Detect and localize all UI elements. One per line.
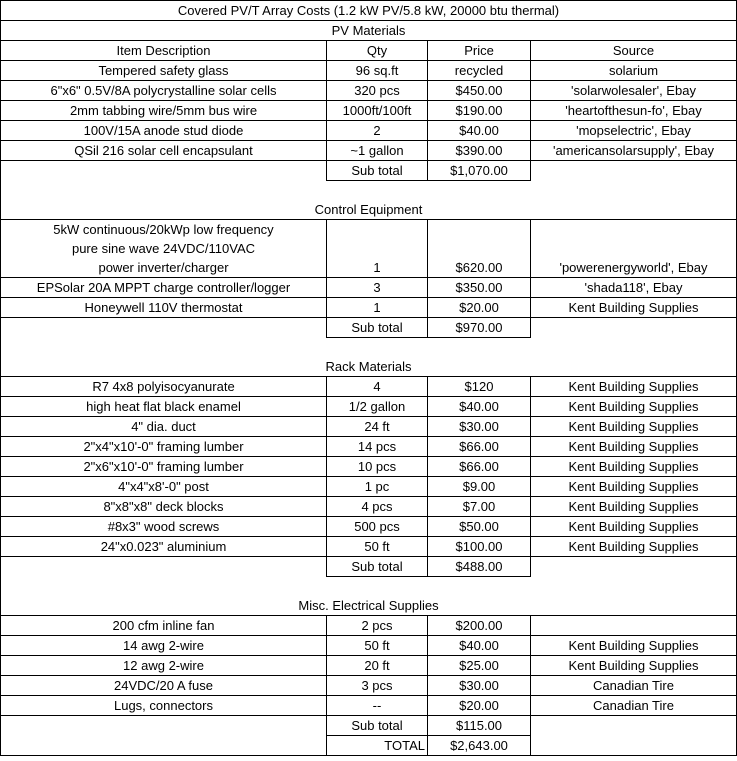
- qty-cell: 1000ft/100ft: [327, 101, 428, 121]
- pv-section-heading: PV Materials: [1, 21, 737, 41]
- table-row: [1, 636, 737, 656]
- qty-cell: 10 pcs: [327, 457, 428, 477]
- subtotal-value: $115.00: [428, 716, 531, 736]
- table-row: [1, 437, 737, 457]
- item-description-cell: 2"x6"x10'-0" framing lumber: [1, 457, 327, 477]
- source-cell: Kent Building Supplies: [531, 457, 737, 477]
- item-description-cell: high heat flat black enamel: [1, 397, 327, 417]
- qty-cell: 1: [327, 258, 428, 278]
- price-cell: $620.00: [428, 258, 531, 278]
- price-cell: $350.00: [428, 278, 531, 298]
- source-cell: Kent Building Supplies: [531, 437, 737, 457]
- item-description-cell: 2mm tabbing wire/5mm bus wire: [1, 101, 327, 121]
- misc-section-heading: Misc. Electrical Supplies: [1, 596, 737, 616]
- table-row: [1, 616, 737, 636]
- qty-cell: 1/2 gallon: [327, 397, 428, 417]
- qty-cell: --: [327, 696, 428, 716]
- subtotal-label: Sub total: [327, 318, 428, 338]
- total-value: $2,643.00: [428, 736, 531, 756]
- table-row: [1, 220, 737, 240]
- source-cell: Kent Building Supplies: [531, 497, 737, 517]
- spacer-cell: [1, 338, 737, 358]
- table-row: [1, 477, 737, 497]
- rack-heading-row: [1, 357, 737, 377]
- qty-cell: 96 sq.ft: [327, 61, 428, 81]
- table-row: [1, 81, 737, 101]
- price-cell: $40.00: [428, 636, 531, 656]
- source-cell: 'shada118', Ebay: [531, 278, 737, 298]
- table-row: [1, 656, 737, 676]
- price-cell: recycled: [428, 61, 531, 81]
- subtotal-label: Sub total: [327, 716, 428, 736]
- table-row: [1, 239, 737, 258]
- price-cell: $25.00: [428, 656, 531, 676]
- rack-subtotal-row: [1, 557, 737, 577]
- source-cell: 'mopselectric', Ebay: [531, 121, 737, 141]
- table-row: [1, 457, 737, 477]
- column-header-row: [1, 41, 737, 61]
- item-description-cell: power inverter/charger: [1, 258, 327, 278]
- table-row: [1, 298, 737, 318]
- table-row: [1, 517, 737, 537]
- table-row: [1, 696, 737, 716]
- price-cell: $450.00: [428, 81, 531, 101]
- header-source: Source: [531, 41, 737, 61]
- source-cell: Kent Building Supplies: [531, 477, 737, 497]
- item-description-cell: Tempered safety glass: [1, 61, 327, 81]
- source-cell: 'powerenergyworld', Ebay: [531, 258, 737, 278]
- item-description-cell: 200 cfm inline fan: [1, 616, 327, 636]
- item-description-cell: Lugs, connectors: [1, 696, 327, 716]
- table-row: [1, 377, 737, 397]
- spacer-row: [1, 181, 737, 201]
- total-label: TOTAL: [327, 736, 428, 756]
- table-title: Covered PV/T Array Costs (1.2 kW PV/5.8 kW, 20000 btu thermal): [1, 1, 737, 21]
- source-cell: solarium: [531, 61, 737, 81]
- source-cell: [531, 616, 737, 636]
- subtotal-value: $970.00: [428, 318, 531, 338]
- qty-cell: 50 ft: [327, 537, 428, 557]
- qty-cell: 50 ft: [327, 636, 428, 656]
- spacer-row: [1, 577, 737, 597]
- blank-cell: [1, 557, 327, 577]
- item-description-cell: EPSolar 20A MPPT charge controller/logger: [1, 278, 327, 298]
- source-cell: Canadian Tire: [531, 676, 737, 696]
- qty-cell: 1 pc: [327, 477, 428, 497]
- qty-cell: 320 pcs: [327, 81, 428, 101]
- title-row: [1, 1, 737, 21]
- table-row: [1, 278, 737, 298]
- qty-cell: 1: [327, 298, 428, 318]
- blank-cell: [531, 318, 737, 338]
- item-description-cell: 100V/15A anode stud diode: [1, 121, 327, 141]
- table-row: [1, 121, 737, 141]
- item-description-cell: 14 awg 2-wire: [1, 636, 327, 656]
- price-cell: $20.00: [428, 298, 531, 318]
- price-cell: $7.00: [428, 497, 531, 517]
- subtotal-value: $488.00: [428, 557, 531, 577]
- qty-cell: 2: [327, 121, 428, 141]
- source-cell: Kent Building Supplies: [531, 377, 737, 397]
- qty-cell: 3: [327, 278, 428, 298]
- price-cell: $190.00: [428, 101, 531, 121]
- source-cell: 'solarwolesaler', Ebay: [531, 81, 737, 101]
- blank-cell: [1, 318, 327, 338]
- pv-subtotal-row: [1, 161, 737, 181]
- qty-cell: 3 pcs: [327, 676, 428, 696]
- qty-cell: 24 ft: [327, 417, 428, 437]
- price-cell: $30.00: [428, 417, 531, 437]
- blank-cell: [1, 161, 327, 181]
- qty-cell: 500 pcs: [327, 517, 428, 537]
- header-price: Price: [428, 41, 531, 61]
- blank-cell: [531, 161, 737, 181]
- rack-section-heading: Rack Materials: [1, 357, 737, 377]
- price-cell: [428, 239, 531, 258]
- source-cell: Kent Building Supplies: [531, 397, 737, 417]
- price-cell: [428, 220, 531, 240]
- source-cell: Kent Building Supplies: [531, 417, 737, 437]
- qty-cell: 14 pcs: [327, 437, 428, 457]
- control-section-heading: Control Equipment: [1, 200, 737, 220]
- subtotal-value: $1,070.00: [428, 161, 531, 181]
- table-row: [1, 497, 737, 517]
- price-cell: $100.00: [428, 537, 531, 557]
- pv-heading-row: [1, 21, 737, 41]
- price-cell: $20.00: [428, 696, 531, 716]
- source-cell: Canadian Tire: [531, 696, 737, 716]
- price-cell: $120: [428, 377, 531, 397]
- table-row: [1, 397, 737, 417]
- blank-cell: [531, 736, 737, 756]
- blank-cell: [531, 716, 737, 736]
- qty-cell: 20 ft: [327, 656, 428, 676]
- source-cell: Kent Building Supplies: [531, 656, 737, 676]
- item-description-cell: 8"x8"x8" deck blocks: [1, 497, 327, 517]
- source-cell: [531, 220, 737, 240]
- subtotal-label: Sub total: [327, 557, 428, 577]
- item-description-cell: #8x3" wood screws: [1, 517, 327, 537]
- source-cell: Kent Building Supplies: [531, 537, 737, 557]
- source-cell: Kent Building Supplies: [531, 517, 737, 537]
- price-cell: $9.00: [428, 477, 531, 497]
- item-description-cell: 24"x0.023" aluminium: [1, 537, 327, 557]
- price-cell: $50.00: [428, 517, 531, 537]
- price-cell: $40.00: [428, 397, 531, 417]
- control-subtotal-row: [1, 318, 737, 338]
- spacer-cell: [1, 181, 737, 201]
- qty-cell: ~1 gallon: [327, 141, 428, 161]
- table-row: [1, 417, 737, 437]
- total-row: [1, 736, 737, 756]
- table-row: [1, 676, 737, 696]
- item-description-cell: QSil 216 solar cell encapsulant: [1, 141, 327, 161]
- item-description-cell: 4"x4"x8'-0" post: [1, 477, 327, 497]
- header-item: Item Description: [1, 41, 327, 61]
- table-row: [1, 537, 737, 557]
- item-description-cell: 5kW continuous/20kWp low frequency: [1, 220, 327, 240]
- price-cell: $390.00: [428, 141, 531, 161]
- subtotal-label: Sub total: [327, 161, 428, 181]
- control-heading-row: [1, 200, 737, 220]
- price-cell: $40.00: [428, 121, 531, 141]
- source-cell: 'heartofthesun-fo', Ebay: [531, 101, 737, 121]
- blank-cell: [1, 736, 327, 756]
- qty-cell: [327, 239, 428, 258]
- item-description-cell: 12 awg 2-wire: [1, 656, 327, 676]
- table-row: [1, 61, 737, 81]
- item-description-cell: 24VDC/20 A fuse: [1, 676, 327, 696]
- qty-cell: 4: [327, 377, 428, 397]
- misc-subtotal-row: [1, 716, 737, 736]
- source-cell: [531, 239, 737, 258]
- item-description-cell: pure sine wave 24VDC/110VAC: [1, 239, 327, 258]
- price-cell: $30.00: [428, 676, 531, 696]
- source-cell: Kent Building Supplies: [531, 636, 737, 656]
- blank-cell: [1, 716, 327, 736]
- item-description-cell: 6"x6" 0.5V/8A polycrystalline solar cells: [1, 81, 327, 101]
- price-cell: $200.00: [428, 616, 531, 636]
- source-cell: Kent Building Supplies: [531, 298, 737, 318]
- table-row: [1, 141, 737, 161]
- source-cell: 'americansolarsupply', Ebay: [531, 141, 737, 161]
- misc-heading-row: [1, 596, 737, 616]
- blank-cell: [531, 557, 737, 577]
- qty-cell: [327, 220, 428, 240]
- price-cell: $66.00: [428, 437, 531, 457]
- item-description-cell: R7 4x8 polyisocyanurate: [1, 377, 327, 397]
- price-cell: $66.00: [428, 457, 531, 477]
- spacer-row: [1, 338, 737, 358]
- table-row: [1, 258, 737, 278]
- header-qty: Qty: [327, 41, 428, 61]
- qty-cell: 2 pcs: [327, 616, 428, 636]
- spacer-cell: [1, 577, 737, 597]
- item-description-cell: 2"x4"x10'-0" framing lumber: [1, 437, 327, 457]
- item-description-cell: Honeywell 110V thermostat: [1, 298, 327, 318]
- table-row: [1, 101, 737, 121]
- item-description-cell: 4" dia. duct: [1, 417, 327, 437]
- qty-cell: 4 pcs: [327, 497, 428, 517]
